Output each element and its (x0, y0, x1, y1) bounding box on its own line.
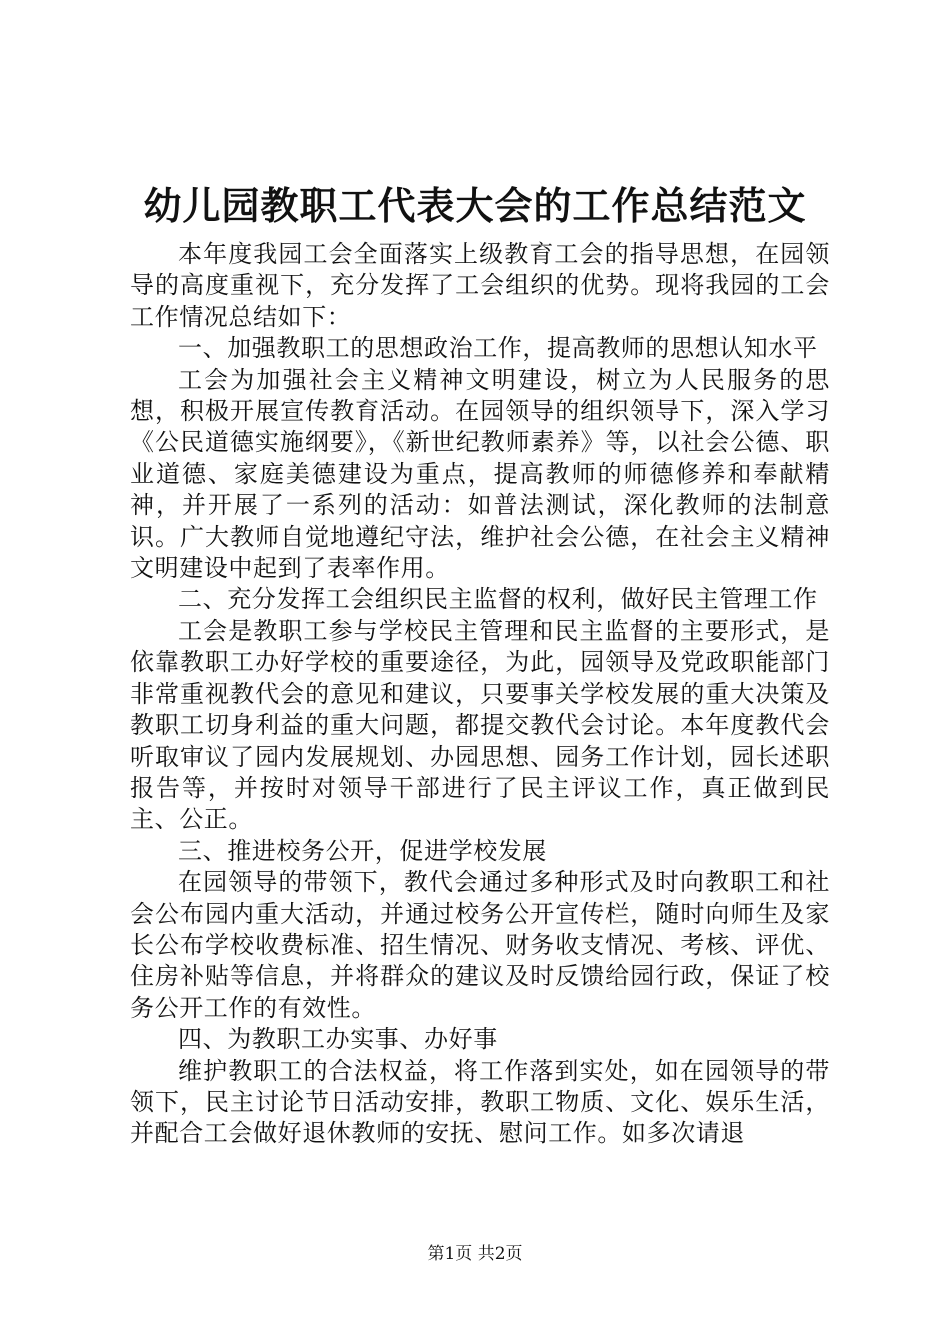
section-paragraph-4: 维护教职工的合法权益，将工作落到实处，如在园领导的带领下，民主讨论节日活动安排，教职工物质、文化、娱乐生活，并配合工会做好退休教师的安抚、慰问工作。如多次请退 (130, 1056, 830, 1148)
section-heading-1: 一、加强教职工的思想政治工作，提高教师的思想认知水平 (178, 334, 818, 363)
section-heading-3: 三、推进校务公开，促进学校发展 (178, 836, 547, 865)
section-paragraph-2: 工会是教职工参与学校民主管理和民主监督的主要形式，是依靠教职工办好学校的重要途径，为此，园领导及党政职能部门非常重视教代会的意见和建议，只要事关学校发展的重大决策及教职工切身利益的重大问题，都提交教代会讨论。本年度教代会听取审议了园内发展规划、办园思想、园务工作计划，园长述职报告等，并按时对领导干部进行了民主评议工作，真正做到民主、公正。 (130, 616, 830, 834)
section-paragraph-1: 工会为加强社会主义精神文明建设，树立为人民服务的思想，积极开展宣传教育活动。在园领导的组织领导下，深入学习《公民道德实施纲要》，《新世纪教师素养》等，以社会公德、职业道德、家庭美德建设为重点，提高教师的师德修养和奉献精神，并开展了一系列的活动：如普法测试，深化教师的法制意识。广大教师自觉地遵纪守法，维护社会公德，在社会主义精神文明建设中起到了表率作用。 (130, 365, 830, 583)
document-title: 幼儿园教职工代表大会的工作总结范文 (143, 183, 807, 228)
section-paragraph-3: 在园领导的带领下，教代会通过多种形式及时向教职工和社会公布园内重大活动，并通过校务公开宣传栏，随时向师生及家长公布学校收费标准、招生情况、财务收支情况、考核、评优、住房补贴等信息，并将群众的建议及时反馈给园行政，保证了校务公开工作的有效性。 (130, 868, 830, 1022)
document-body (130, 239, 830, 1150)
page-footer: 第1页 共2页 (427, 1244, 523, 1264)
intro-paragraph: 本年度我园工会全面落实上级教育工会的指导思想，在园领导的高度重视下，充分发挥了工会组织的优势。现将我园的工会工作情况总结如下： (130, 240, 830, 331)
section-heading-2: 二、充分发挥工会组织民主监督的权利，做好民主管理工作 (178, 585, 818, 614)
section-heading-4: 四、为教职工办实事、办好事 (178, 1025, 498, 1054)
